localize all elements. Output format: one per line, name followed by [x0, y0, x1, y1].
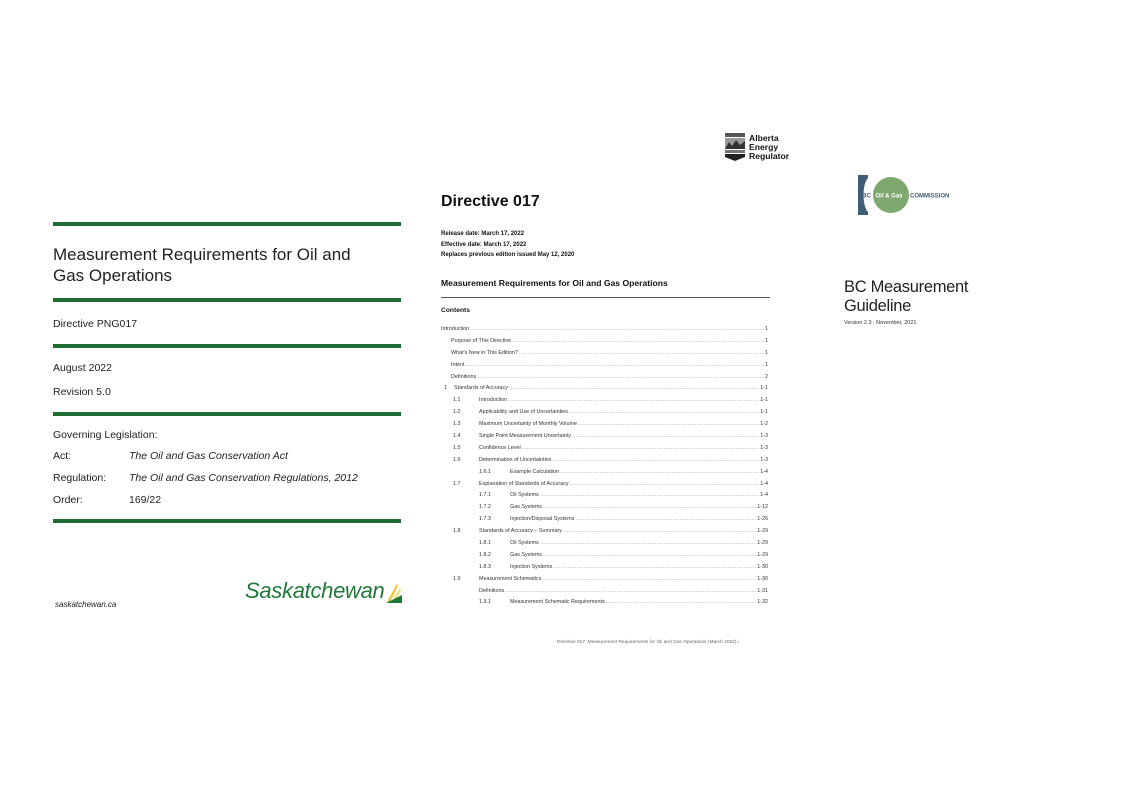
toc-leader-dots — [575, 516, 756, 522]
toc-entry[interactable] — [441, 323, 768, 335]
saskatchewan-cover — [53, 222, 401, 609]
toc-label: Injection Systems — [510, 563, 553, 570]
legislation-regulation — [53, 467, 401, 489]
toc-entry[interactable] — [441, 371, 768, 383]
toc-page-number: 1-30 — [757, 575, 768, 582]
legislation-list — [53, 445, 401, 511]
toc-number: 1.3 — [453, 421, 461, 428]
toc-number: 1.4 — [453, 432, 461, 439]
toc-label: Gas Systems — [510, 551, 543, 558]
toc-leader-dots — [512, 338, 764, 344]
toc-entry[interactable] — [441, 501, 768, 513]
toc-page-number: 1-3 — [760, 444, 768, 451]
mountain-shield-icon — [725, 133, 745, 161]
legislation-act — [53, 445, 401, 467]
toc-number: 1.7 — [453, 480, 461, 487]
toc-page-number: 1 — [765, 361, 768, 368]
toc-entry[interactable] — [441, 442, 768, 454]
toc-entry[interactable] — [441, 430, 768, 442]
toc-leader-dots — [540, 540, 756, 546]
toc-entry[interactable] — [441, 573, 768, 585]
saskatchewan-logo — [245, 578, 403, 604]
wheat-icon — [385, 582, 403, 604]
toc-entry[interactable] — [441, 347, 768, 359]
guideline-version: Version 2.3 : November, 2021 — [844, 320, 917, 326]
divider — [53, 412, 401, 416]
legislation-heading: Governing Legislation: — [53, 429, 158, 441]
toc-page-number: 1-4 — [760, 468, 768, 475]
toc-page-number: 1-1 — [760, 385, 768, 392]
toc-number: 1.8.3 — [479, 563, 491, 570]
toc-entry[interactable] — [441, 394, 768, 406]
toc-entry[interactable] — [441, 549, 768, 561]
toc-leader-dots — [553, 564, 756, 570]
directive-title: Directive 017 — [441, 193, 540, 210]
toc-entry[interactable] — [441, 525, 768, 537]
toc-label: Purpose of This Directive — [451, 337, 512, 344]
toc-leader-dots — [508, 397, 759, 403]
toc-page-number: 1-12 — [757, 504, 768, 511]
toc-number: 1.6 — [453, 456, 461, 463]
toc-label: Oil Systems — [510, 492, 539, 499]
toc-leader-dots — [509, 385, 759, 391]
toc-label: Oil Systems — [510, 539, 539, 546]
legislation-value: The Oil and Gas Conservation Act — [129, 450, 288, 462]
toc-number: 1.7.2 — [479, 504, 491, 511]
toc-number: 1.9.1 — [479, 599, 491, 606]
toc-number: 1.8.1 — [479, 539, 491, 546]
bc-oil-gas-commission-logo — [850, 172, 960, 218]
toc-entry[interactable] — [441, 561, 768, 573]
toc-label: Standards of Accuracy — [454, 385, 508, 392]
toc-label: What's New in This Edition? — [451, 349, 518, 356]
guideline-title: BC Measurement Guideline — [844, 278, 969, 315]
toc-label: Measurement Schematics — [479, 575, 542, 582]
revision: Revision 5.0 — [53, 386, 111, 398]
release-date: Release date: March 17, 2022 — [441, 231, 525, 237]
table-of-contents — [441, 323, 768, 608]
legislation-key: Order: — [53, 494, 83, 506]
toc-entry[interactable] — [441, 359, 768, 371]
toc-label: Applicability and Use of Uncertainties — [479, 409, 568, 416]
toc-page-number: 1-29 — [757, 528, 768, 535]
toc-leader-dots — [569, 409, 759, 415]
toc-leader-dots — [505, 588, 756, 594]
aer-logo — [725, 133, 789, 161]
toc-number: 1.8.2 — [479, 551, 491, 558]
toc-leader-dots — [570, 481, 760, 487]
toc-page-number: 1-3 — [760, 432, 768, 439]
toc-leader-dots — [540, 492, 759, 498]
toc-label: Definitions — [451, 373, 477, 380]
toc-entry[interactable] — [441, 585, 768, 597]
toc-number: 1 — [444, 385, 447, 392]
toc-page-number: 1-3 — [760, 456, 768, 463]
legislation-order — [53, 489, 401, 511]
toc-leader-dots — [519, 350, 764, 356]
toc-leader-dots — [522, 445, 760, 451]
toc-page-number: 1-30 — [757, 563, 768, 570]
toc-entry[interactable] — [441, 335, 768, 347]
toc-label: Intent — [451, 361, 465, 368]
toc-leader-dots — [466, 362, 765, 368]
toc-leader-dots — [563, 528, 756, 534]
toc-number: 1.2 — [453, 409, 461, 416]
toc-leader-dots — [543, 504, 756, 510]
contents-heading: Contents — [441, 307, 470, 314]
directive-subtitle: Measurement Requirements for Oil and Gas Operations — [441, 278, 668, 288]
toc-entry[interactable] — [441, 537, 768, 549]
toc-number: 1.7.3 — [479, 516, 491, 523]
website-url: saskatchewan.ca — [55, 600, 117, 609]
toc-number: 1.8 — [453, 528, 461, 535]
toc-leader-dots — [542, 576, 756, 582]
toc-label: Determination of Uncertainties — [479, 456, 552, 463]
legislation-key: Regulation: — [53, 472, 107, 484]
toc-leader-dots — [560, 469, 759, 475]
effective-date: Effective date: March 17, 2022 — [441, 241, 527, 248]
divider — [53, 344, 401, 348]
aer-logo-text: Alberta Energy Regulator — [749, 132, 790, 161]
divider — [53, 222, 401, 226]
toc-page-number: 1 — [765, 349, 768, 356]
svg-text:BC: BC — [862, 192, 871, 200]
divider — [53, 298, 401, 302]
divider — [53, 519, 401, 523]
toc-page-number: 1-1 — [760, 397, 768, 404]
toc-entry[interactable] — [441, 466, 768, 478]
toc-leader-dots — [470, 326, 764, 332]
toc-page-number: 1 — [765, 337, 768, 344]
toc-leader-dots — [606, 599, 757, 605]
toc-label: Explanation of Standards of Accuracy — [479, 480, 569, 487]
toc-page-number: 1-4 — [760, 480, 768, 487]
toc-number: 1.5 — [453, 444, 461, 451]
directive-dates — [441, 229, 574, 261]
document-title: Measurement Requirements for Oil and Gas Operations — [53, 245, 351, 285]
toc-label: Introduction — [479, 397, 508, 404]
page-footer: Directive 017: Measurement Requirements for Oil and Gas Operations (March 2022) i — [557, 640, 739, 645]
toc-label: Introduction — [441, 325, 470, 332]
toc-page-number: 1-29 — [757, 551, 768, 558]
legislation-value: 169/22 — [129, 494, 162, 506]
toc-number: 1.1 — [453, 397, 461, 404]
toc-page-number: 1-31 — [757, 587, 768, 594]
toc-entry[interactable] — [441, 513, 768, 525]
toc-leader-dots — [553, 457, 760, 463]
toc-number: 1.9 — [453, 575, 461, 582]
toc-page-number: 1 — [765, 325, 768, 332]
toc-label: Definitions — [479, 587, 505, 594]
toc-label: Maximum Uncertainty of Monthly Volume — [479, 421, 577, 428]
logo-wordmark: Saskatchewan — [245, 578, 385, 603]
toc-label: Single Point Measurement Uncertainty — [479, 432, 571, 439]
toc-entry[interactable] — [441, 478, 768, 490]
svg-text:Oil & Gas: Oil & Gas — [875, 193, 903, 200]
toc-page-number: 1-1 — [760, 409, 768, 416]
toc-page-number: 1-26 — [757, 516, 768, 523]
toc-leader-dots — [477, 374, 764, 380]
toc-page-number: 1-32 — [757, 599, 768, 606]
toc-label: Confidence Level — [479, 444, 521, 451]
toc-page-number: 2 — [765, 373, 768, 380]
toc-label: Injection/Disposal Systems — [510, 516, 575, 523]
toc-entry[interactable] — [441, 489, 768, 501]
svg-text:COMMISSION: COMMISSION — [910, 193, 950, 200]
toc-number: 1.6.1 — [479, 468, 491, 475]
toc-entry[interactable] — [441, 418, 768, 430]
toc-label: Measurement Schematic Requirements — [510, 599, 605, 606]
toc-label: Example Calculation — [510, 468, 560, 475]
replaces-edition: Replaces previous edition issued May 12, 2020 — [441, 252, 575, 258]
legislation-value: The Oil and Gas Conservation Regulations, 2012 — [129, 472, 358, 484]
toc-page-number: 1-2 — [760, 421, 768, 428]
toc-entry[interactable] — [441, 596, 768, 608]
toc-page-number: 1-4 — [760, 492, 768, 499]
toc-number: 1.7.1 — [479, 492, 491, 499]
directive-number: Directive PNG017 — [53, 318, 138, 330]
publication-date: August 2022 — [53, 362, 112, 374]
toc-entry[interactable] — [441, 382, 768, 394]
divider — [441, 297, 770, 298]
toc-page-number: 1-29 — [757, 539, 768, 546]
toc-leader-dots — [572, 433, 759, 439]
toc-label: Gas Systems — [510, 504, 543, 511]
toc-entry[interactable] — [441, 454, 768, 466]
toc-leader-dots — [578, 421, 759, 427]
toc-label: Standards of Accuracy – Summary — [479, 528, 562, 535]
legislation-key: Act: — [53, 450, 72, 462]
toc-leader-dots — [543, 552, 756, 558]
toc-entry[interactable] — [441, 406, 768, 418]
